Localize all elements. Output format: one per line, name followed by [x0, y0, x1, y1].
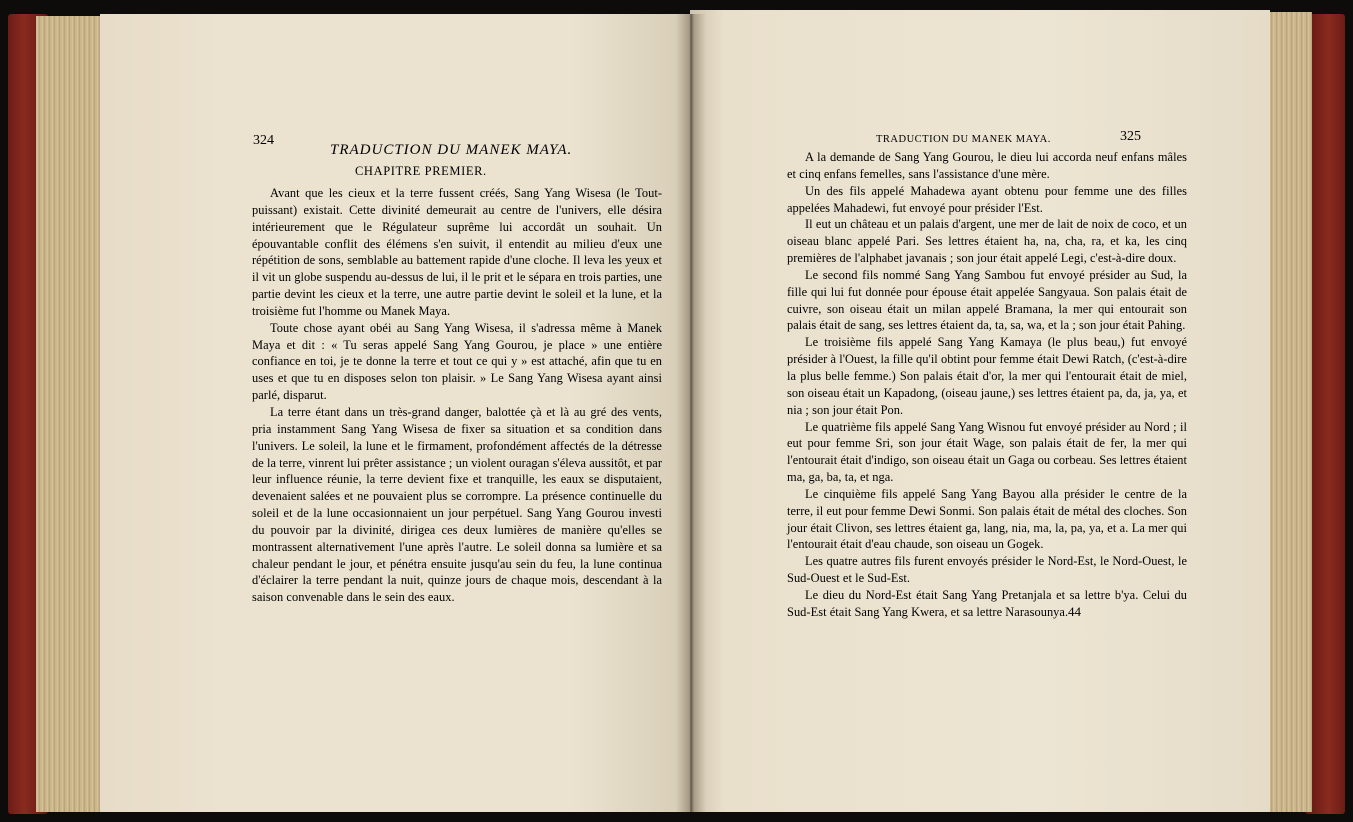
left-paragraph-1: Avant que les cieux et la terre fussent créés, Sang Yang Wisesa (le Tout-puissant) existait. Cette divinité demeurait au centre de l'univers, elle désira intérieurement que le Régulateur suprême lui accordât un souhait. Un épouvantable conflit des élémens s'en suivit, il entendit au milieu d'eux une répétition de sons, semblable au battement rapide d'une cloche. Il leva les yeux et il vit un globe suspendu au-dessus de lui, il le prit et le sépara en trois parties, une partie devint les cieux et la terre, une autre partie devint le soleil et la lune, et la troisième fut l'homme ou Manek Maya.: [252, 186, 662, 318]
right-paragraph-7: Le cinquième fils appelé Sang Yang Bayou alla présider le centre de la terre, il eut pour femme Dewi Sonmi. Son palais était de métal des cloches. Son jour était Clivon, ses lettres étaient ga, lang, nia, ma, la, pa, ya, et a. La mer qui l'entourait était d'eau chaude, son oiseau un Gogek.: [787, 486, 1187, 552]
right-paragraph-4: Le second fils nommé Sang Yang Sambou fut envoyé présider au Sud, la fille qui lui fut donnée pour épouse était appelée Sangyaua. Son palais était de cuivre, son oiseau était un milan appelé Bramana, la mer qui entourait son palais était de sang, ses lettres étaient da, ta, sa, wa, et la ; son jour était Pahing.: [787, 267, 1187, 333]
left-running-title: TRADUCTION DU MANEK MAYA.: [330, 142, 573, 158]
left-page-number: 324: [253, 133, 274, 148]
right-paragraph-9: Le dieu du Nord-Est était Sang Yang Pretanjala et sa lettre b'ya. Celui du Sud-Est était Sang Yang Kwera, et sa lettre Narasounya.: [787, 587, 1187, 619]
signature-mark: 44: [1068, 604, 1081, 619]
right-page-number: 325: [1120, 129, 1141, 144]
right-running-title: TRADUCTION DU MANEK MAYA.: [876, 134, 1051, 145]
right-paragraph-2: Un des fils appelé Mahadewa ayant obtenu pour femme une des filles appelées Mahadewi, fut envoyé pour présider l'Est.: [787, 183, 1187, 215]
left-paragraph-3: La terre étant dans un très-grand danger, balottée çà et là au gré des vents, pria instamment Sang Yang Wisesa de fixer sa situation et sa condition dans l'univers. Le soleil, la lune et le firmament, profondément affectés de la détresse de la terre, vinrent lui prêter assistance ; un violent ouragan s'éleva aussitôt, et par leur influence réunie, la terre devient fixe et tranquille, les eaux se disputaient, devenaient salées et ne pouvaient plus se corrompre. La présence continuelle du soleil et de la lune occasionnaient un jour perpétuel. Sang Yang Gourou investi du pouvoir par la divinité, dirigea ces deux lumières de manière qu'elles se montrassent alternativement l'une après l'autre. Le soleil donna sa lumière et sa chaleur pendant le jour, et pénétra ensuite jusqu'au sein du feu, la lune continua d'éclairer la terre pendant la nuit, quinze jours de chaque mois, descendant à la saison convenable dans le sein des eaux.: [252, 404, 662, 605]
book-gutter: [676, 14, 706, 812]
right-paragraph-5: Le troisième fils appelé Sang Yang Kamaya (le plus beau,) fut envoyé présider à l'Ouest, la fille qu'il obtint pour femme était Dewi Ratch, (c'est-à-dire la plus belle femme.) Son palais était d'or, la mer qui l'entourait était de miel, son oiseau était un Kapadong, (oiseau jaune,) ses lettres étaient pa, da, ja, ya, et nia ; son jour était Pon.: [787, 335, 1187, 417]
chapter-heading: CHAPITRE PREMIER.: [355, 164, 487, 178]
left-paragraph-2: Toute chose ayant obéi au Sang Yang Wisesa, il s'adressa même à Manek Maya et dit : « Tu seras appelé Sang Yang Gourou, je place » une entière confiance en toi, je te donne la terre et tout ce qui y » est attaché, afin que tu en uses et que tu en disposes selon ton plaisir. » Le Sang Yang Wisesa ayant ainsi parlé, disparut.: [252, 320, 662, 403]
left-page-edges: [36, 16, 106, 812]
right-page-body: [787, 149, 1187, 621]
right-paragraph-6: Le quatrième fils appelé Sang Yang Wisnou fut envoyé présider au Nord ; il eut pour femme Sri, son jour était Wage, son palais était de fer, la mer qui l'entourait était d'indigo, son oiseau était un Gaga ou corbeau. Ses lettres étaient ma, ga, ba, ta, et nga.: [787, 419, 1187, 485]
left-page-body: [252, 185, 662, 606]
right-paragraph-8: Les quatre autres fils furent envoyés présider le Nord-Est, le Nord-Ouest, le Sud-Ouest et le Sud-Est.: [787, 554, 1187, 586]
right-paragraph-3: Il eut un château et un palais d'argent, une mer de lait de noix de coco, et un oiseau blanc appelé Pari. Ses lettres étaient ha, na, cha, ra, et ka, les cinq premières de l'alphabet javanais ; son jour était appelé Legi, c'est-à-dire doux.: [787, 217, 1187, 266]
right-paragraph-1: A la demande de Sang Yang Gourou, le dieu lui accorda neuf enfans mâles et cinq enfans femelles, sans l'assistance d'une mère.: [787, 150, 1187, 181]
